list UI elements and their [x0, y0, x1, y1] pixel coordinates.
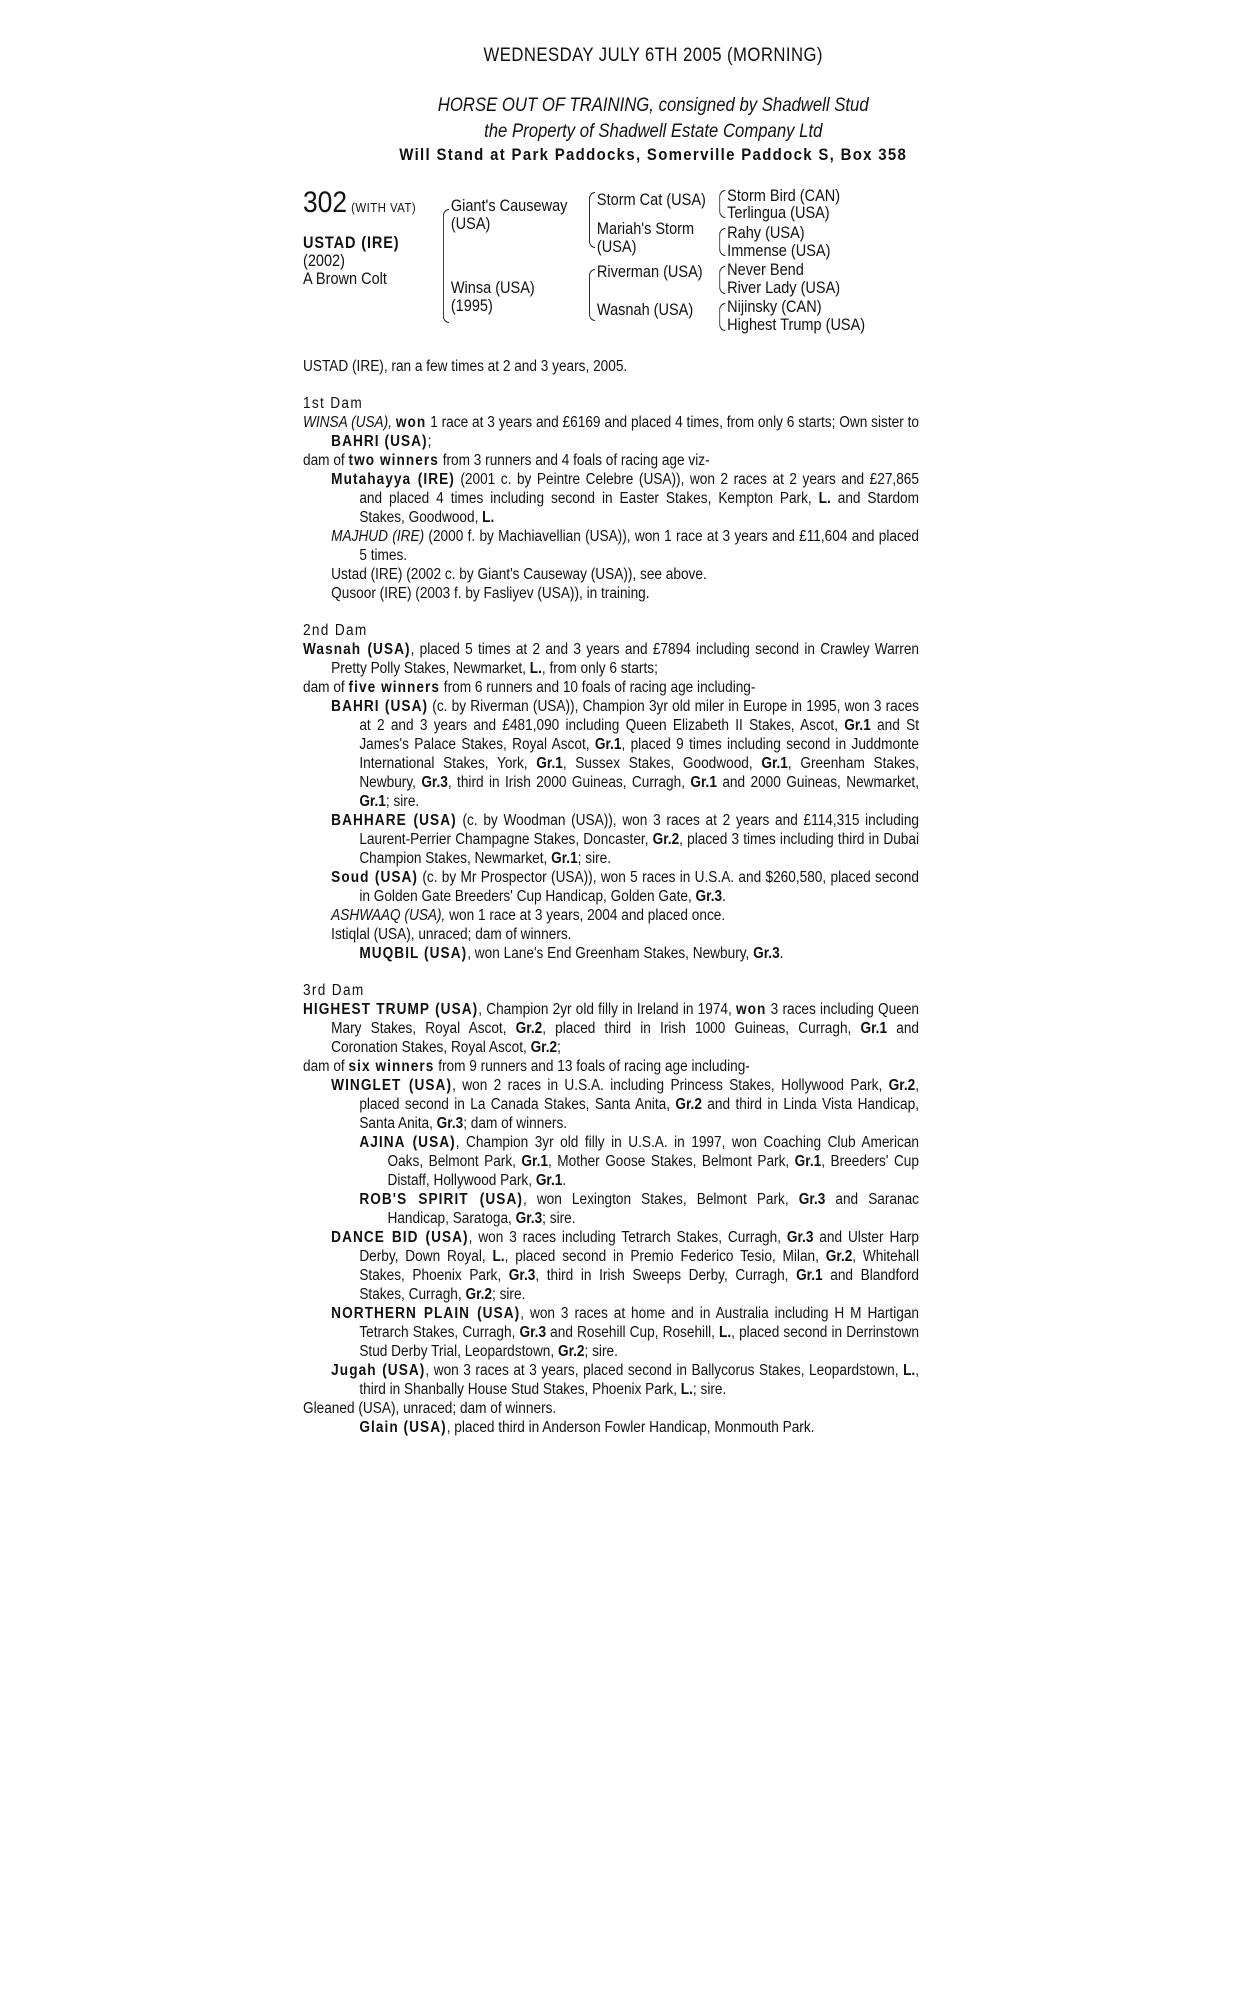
produce-muqbil: MUQBIL (USA), won Lane's End Greenham Stakes, Newbury, Gr.3. [359, 945, 784, 962]
first-dam-record: WINSA (USA), won 1 race at 3 years and £6169 and placed 4 times, from only 6 starts; Own sister to BAHRI (USA); [303, 414, 920, 450]
first-dam-heading: 1st Dam [303, 395, 364, 412]
ds-dam: River Lady (USA) [727, 279, 841, 297]
brace-dd [719, 303, 725, 331]
catalogue-page [303, 46, 919, 1437]
produce-ajina: AJINA (USA), Champion 3yr old filly in U.S.A. in 1997, won Coaching Club American Oaks, Belmont Park, Gr.1, Mother Goose Stakes, Belmont Park, Gr.1, Breeders' Cup Distaff, Hollywood Park, Gr.1. [359, 1134, 919, 1189]
produce-winglet: WINGLET (USA), won 2 races in U.S.A. including Princess Stakes, Hollywood Park, Gr.2, placed second in La Canada Stakes, Santa Anita, Gr.2 and third in Linda Vista Handicap, Santa Anita, Gr.3; dam of winners. [331, 1077, 919, 1132]
second-dam-produce-summary: dam of five winners from 6 runners and 10 foals of racing age including- [303, 679, 756, 696]
first-dam-produce-summary: dam of two winners from 3 runners and 4 foals of racing age viz- [303, 452, 710, 469]
sire-sire: Storm Cat (USA) [596, 191, 706, 209]
ds-sire: Never Bend [727, 261, 804, 279]
horse-description: A Brown Colt [303, 270, 387, 288]
sire-country: (USA) [450, 215, 491, 233]
dam-dam: Wasnah (USA) [596, 301, 694, 319]
consignment-line-1: HORSE OUT OF TRAINING, consigned by Shadwell Stud [437, 95, 869, 116]
third-dam-produce-summary: dam of six winners from 9 runners and 13 foals of racing age including- [303, 1058, 750, 1075]
sire-dam-country: (USA) [596, 238, 637, 256]
second-dam-heading: 2nd Dam [303, 622, 368, 639]
vat-note: (WITH VAT) [351, 200, 417, 215]
produce-ustad: Ustad (IRE) (2002 c. by Giant's Causeway (USA)), see above. [331, 566, 707, 583]
horse-name: USTAD (IRE) [303, 234, 400, 252]
dam: Winsa (USA) [450, 279, 535, 297]
dam-sire: Riverman (USA) [596, 263, 703, 281]
third-dam-record: HIGHEST TRUMP (USA), Champion 2yr old filly in Ireland in 1974, won 3 races including Queen Mary Stakes, Royal Ascot, Gr.2, placed third in Irish 1000 Guineas, Curragh, Gr.1 and Coronation Stakes, Royal Ascot, Gr.2; [303, 1001, 920, 1056]
second-dam-record: Wasnah (USA), placed 5 times at 2 and 3 years and £7894 including second in Crawley Warren Pretty Polly Stakes, Newmarket, L., from only 6 starts; [303, 641, 920, 677]
lot-number: 302 [303, 186, 348, 219]
catalogue-body [303, 357, 919, 1437]
lot-heading [303, 187, 416, 219]
third-dam-heading: 3rd Dam [303, 982, 365, 999]
sire: Giant's Causeway [450, 197, 568, 215]
produce-qusoor: Qusoor (IRE) (2003 f. by Fasliyev (USA)), in training. [331, 585, 650, 602]
stand-location: Will Stand at Park Paddocks, Somerville Paddock S, Box 358 [399, 145, 908, 164]
horse-year: (2002) [303, 252, 345, 270]
brace-dam-side [589, 269, 595, 321]
produce-northern-plain: NORTHERN PLAIN (USA), won 3 races at home and in Australia including H M Hartigan Tetrarch Stakes, Curragh, Gr.3 and Rosehill Cup, Rosehill, L., placed second in Derrinstown Stud Derby Trial, Leopardstown, Gr.2; sire. [331, 1305, 920, 1360]
brace-sire-side [589, 192, 595, 248]
consignment-line-2: the Property of Shadwell Estate Company Ltd [484, 121, 823, 142]
brace-main [443, 209, 449, 323]
produce-bahhare: BAHHARE (USA) (c. by Woodman (USA)), won 3 races at 2 years and £114,315 including Laurent-Perrier Champagne Stakes, Doncaster, Gr.2, placed 3 times including third in Dubai Champion Stakes, Newmarket, Gr.1; sire. [331, 812, 919, 867]
ss-dam: Terlingua (USA) [727, 204, 830, 222]
brace-sd [719, 228, 725, 256]
produce-robs-spirit: ROB'S SPIRIT (USA), won Lexington Stakes, Belmont Park, Gr.3 and Saranac Handicap, Saratoga, Gr.3; sire. [359, 1191, 919, 1227]
dam-year: (1995) [450, 297, 493, 315]
produce-dance-bid: DANCE BID (USA), won 3 races including Tetrarch Stakes, Curragh, Gr.3 and Ulster Harp Derby, Down Royal, L., placed second in Premio Federico Tesio, Milan, Gr.2, Whitehall Stakes, Phoenix Park, Gr.3, third in Irish Sweeps Derby, Curragh, Gr.1 and Blandford Stakes, Curragh, Gr.2; sire. [331, 1229, 920, 1303]
produce-ashwaaq: ASHWAAQ (USA), won 1 race at 3 years, 2004 and placed once. [331, 907, 726, 924]
produce-soud: Soud (USA) (c. by Mr Prospector (USA)), won 5 races in U.S.A. and $260,580, placed second in Golden Gate Breeders' Cup Handicap, Golden Gate, Gr.3. [331, 869, 919, 905]
brace-ds [719, 266, 725, 294]
horse-intro: USTAD (IRE), ran a few times at 2 and 3 years, 2005. [303, 358, 628, 375]
dd-dam: Highest Trump (USA) [727, 316, 866, 334]
sd-dam: Immense (USA) [727, 242, 831, 260]
produce-gleaned: Gleaned (USA), unraced; dam of winners. [303, 1400, 557, 1417]
produce-bahri: BAHRI (USA) (c. by Riverman (USA)), Champion 3yr old miler in Europe in 1995, won 3 races at 2 and 3 years and £481,090 including Queen Elizabeth II Stakes, Ascot, Gr.1 and St James's Palace Stakes, Royal Ascot, Gr.1, placed 9 times including second in Juddmonte International Stakes, York, Gr.1, Sussex Stakes, Goodwood, Gr.1, Greenham Stakes, Newbury, Gr.3, third in Irish 2000 Guineas, Curragh, Gr.1 and 2000 Guineas, Newmarket, Gr.1; sire. [331, 698, 919, 810]
produce-jugah: Jugah (USA), won 3 races at 3 years, placed second in Ballycorus Stakes, Leopardstown, L., third in Shanbally House Stud Stakes, Phoenix Park, L.; sire. [331, 1362, 919, 1398]
dd-sire: Nijinsky (CAN) [727, 298, 822, 316]
ss-sire: Storm Bird (CAN) [727, 187, 841, 205]
sire-dam: Mariah's Storm [596, 220, 695, 238]
sd-sire: Rahy (USA) [727, 224, 805, 242]
brace-ss [719, 190, 725, 218]
produce-glain: Glain (USA), placed third in Anderson Fowler Handicap, Monmouth Park. [359, 1419, 815, 1436]
sale-date: WEDNESDAY JULY 6TH 2005 (MORNING) [483, 45, 823, 66]
produce-mutahayya: Mutahayya (IRE) (2001 c. by Peintre Celebre (USA)), won 2 races at 2 years and £27,865 and placed 4 times including second in Easter Stakes, Kempton Park, L. and Stardom Stakes, Goodwood, L. [331, 471, 919, 526]
produce-istiqlal: Istiqlal (USA), unraced; dam of winners. [331, 926, 572, 943]
produce-majhud: MAJHUD (IRE) (2000 f. by Machiavellian (USA)), won 1 race at 3 years and £11,604 and placed 5 times. [331, 528, 919, 564]
pedigree-block [303, 187, 919, 347]
